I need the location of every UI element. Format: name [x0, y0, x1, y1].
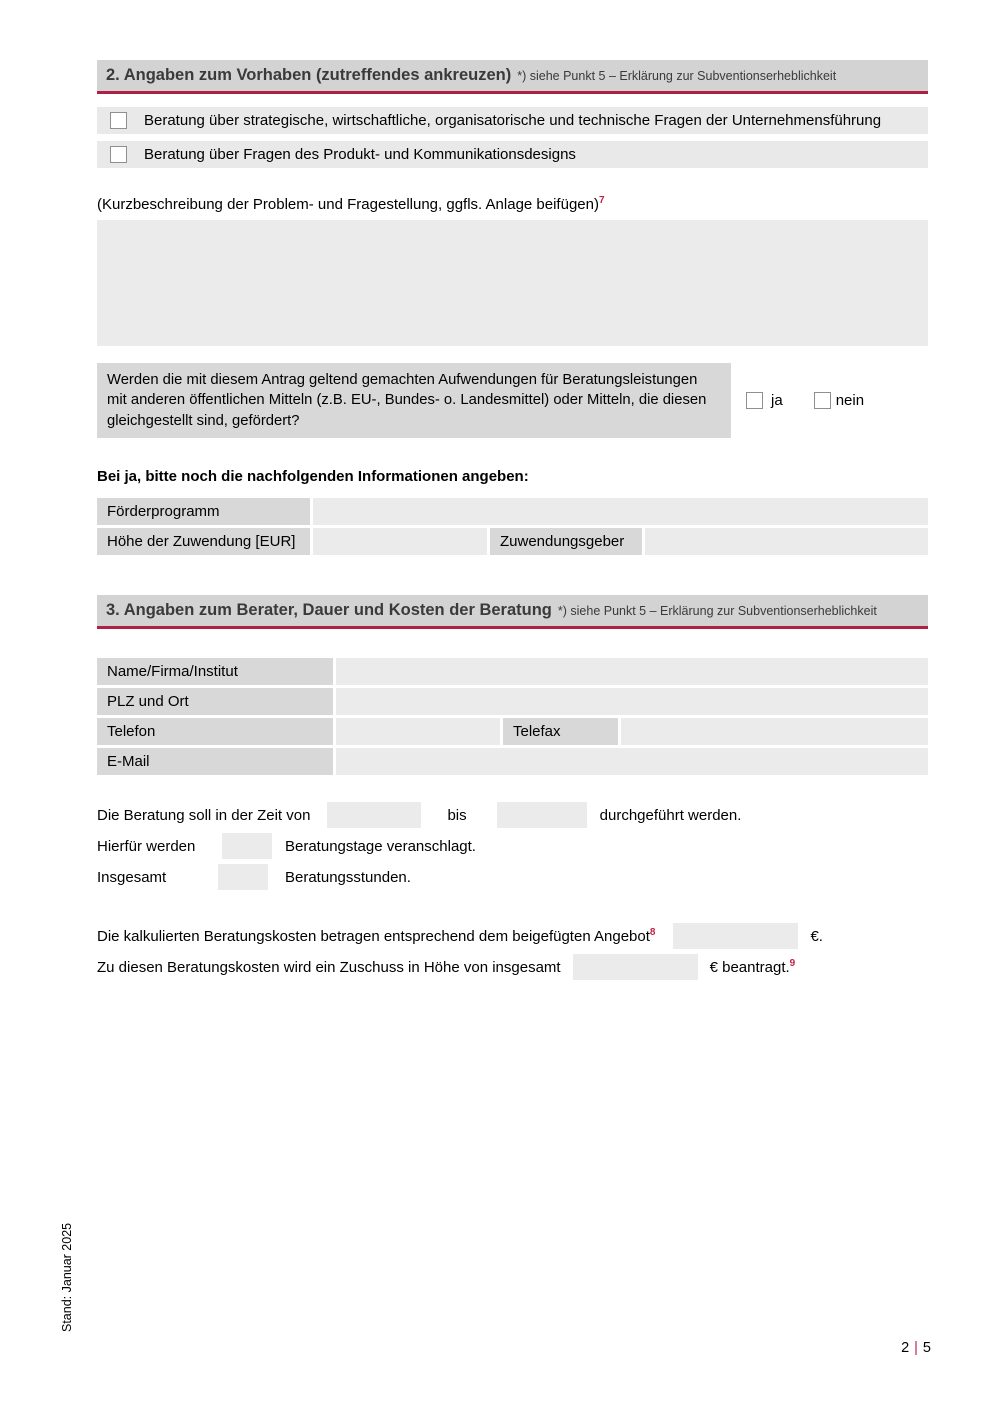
period-prefix: Die Beratung soll in der Zeit von: [97, 806, 311, 824]
option-row-kommunikationsdesign: [97, 141, 928, 168]
checkbox-beratung-unternehmensfuehrung[interactable]: [110, 112, 127, 129]
section3-title-suffix: *) siehe Punkt 5 – Erklärung zur Subventionserheblichkeit: [557, 604, 877, 619]
table-row: [97, 718, 928, 745]
period-suffix: durchgeführt werden.: [599, 806, 742, 824]
page-total: 5: [922, 1340, 931, 1356]
name-firma-label: Name/Firma/Institut: [97, 658, 333, 685]
conditional-note: Bei ja, bitte noch die nachfolgenden Informationen angeben:: [97, 468, 529, 486]
yes-no-group: [746, 392, 864, 409]
stand-date-label: Stand: Januar 2025: [60, 1222, 74, 1332]
days-prefix: Hierfür werden: [97, 837, 196, 855]
description-textarea[interactable]: [97, 220, 928, 346]
checkbox-ja[interactable]: [746, 392, 763, 409]
nein-label: nein: [835, 392, 865, 410]
email-input[interactable]: [336, 748, 928, 775]
ja-label: ja: [771, 392, 783, 410]
hours-prefix: Insgesamt: [97, 868, 167, 886]
section2-header: [97, 60, 928, 94]
section3-title: 3. Angaben zum Berater, Dauer und Kosten der Beratung: [106, 601, 552, 620]
footnote-8: 8: [649, 927, 656, 939]
footnote-9: 9: [789, 958, 796, 970]
period-line: [97, 802, 928, 828]
costs-grant-line: [97, 954, 928, 980]
telefon-label: Telefon: [97, 718, 333, 745]
costs-grant-prefix: Zu diesen Beratungskosten wird ein Zuschuss in Höhe von insgesamt: [97, 958, 561, 976]
beratungskosten-input[interactable]: [673, 923, 798, 949]
table-row: [97, 688, 928, 715]
option-label: Beratung über strategische, wirtschaftliche, organisatorische und technische Fragen der Unternehmensführung: [144, 112, 882, 129]
days-suffix: Beratungstage veranschlagt.: [285, 837, 476, 855]
checkbox-nein[interactable]: [814, 392, 831, 409]
table-row: [97, 498, 928, 525]
costs-total-line: [97, 923, 928, 949]
beratungstage-input[interactable]: [222, 833, 272, 859]
days-line: [97, 833, 928, 859]
zuwendungsgeber-input[interactable]: [645, 528, 928, 555]
beratungsstunden-input[interactable]: [218, 864, 268, 890]
hours-suffix: Beratungsstunden.: [285, 868, 411, 886]
option-row-unternehmensfuehrung: [97, 107, 928, 134]
option-label: Beratung über Fragen des Produkt- und Kommunikationsdesigns: [144, 146, 576, 163]
costs-total-suffix: €.: [810, 927, 823, 945]
section2-title: 2. Angaben zum Vorhaben (zutreffendes ankreuzen): [106, 66, 512, 84]
hours-line: [97, 864, 928, 890]
consultant-table: [97, 658, 928, 775]
zuschuss-input[interactable]: [573, 954, 698, 980]
page-number: [901, 1340, 931, 1356]
period-to-input[interactable]: [497, 802, 587, 828]
checkbox-beratung-design[interactable]: [110, 146, 127, 163]
footnote-7: 7: [598, 195, 605, 206]
table-row: [97, 528, 928, 555]
description-label: (Kurzbeschreibung der Problem- und Fragestellung, ggfls. Anlage beifügen)$^7$: [97, 195, 605, 213]
funding-table: [97, 498, 928, 555]
foerderprogramm-input[interactable]: [313, 498, 928, 525]
section3-header: [97, 595, 928, 629]
period-middle: bis: [447, 806, 467, 824]
plz-ort-label: PLZ und Ort: [97, 688, 333, 715]
email-label: E-Mail: [97, 748, 333, 775]
period-from-input[interactable]: [327, 802, 421, 828]
costs-total-prefix: Die kalkulierten Beratungskosten betragen entsprechend dem beigefügten Angebot$^8$: [97, 927, 656, 946]
costs-grant-suffix: € beantragt.$^9$: [709, 958, 796, 977]
name-firma-input[interactable]: [336, 658, 928, 685]
zuwendung-hoehe-label: Höhe der Zuwendung [EUR]: [97, 528, 310, 555]
table-row: [97, 658, 928, 685]
telefon-input[interactable]: [336, 718, 500, 745]
zuwendungsgeber-label: Zuwendungsgeber: [490, 528, 642, 555]
zuwendung-hoehe-input[interactable]: [313, 528, 487, 555]
telefax-input[interactable]: [621, 718, 928, 745]
funding-question-row: [97, 363, 928, 438]
foerderprogramm-label: Förderprogramm: [97, 498, 310, 525]
plz-ort-input[interactable]: [336, 688, 928, 715]
section2-title-suffix: *) siehe Punkt 5 – Erklärung zur Subventionserheblichkeit: [517, 69, 837, 83]
telefax-label: Telefax: [503, 718, 618, 745]
page-current: 2: [901, 1340, 910, 1356]
page-content: [97, 0, 928, 980]
page-separator: |: [914, 1340, 918, 1356]
table-row: [97, 748, 928, 775]
funding-question-text: Werden die mit diesem Antrag geltend gemachten Aufwendungen für Beratungsleistungen mit anderen öffentlichen Mitteln (z.B. EU-, Bundes- o. Landesmittel) oder Mitteln, die diesen gleichgestellt sind, gefördert?: [97, 363, 731, 438]
